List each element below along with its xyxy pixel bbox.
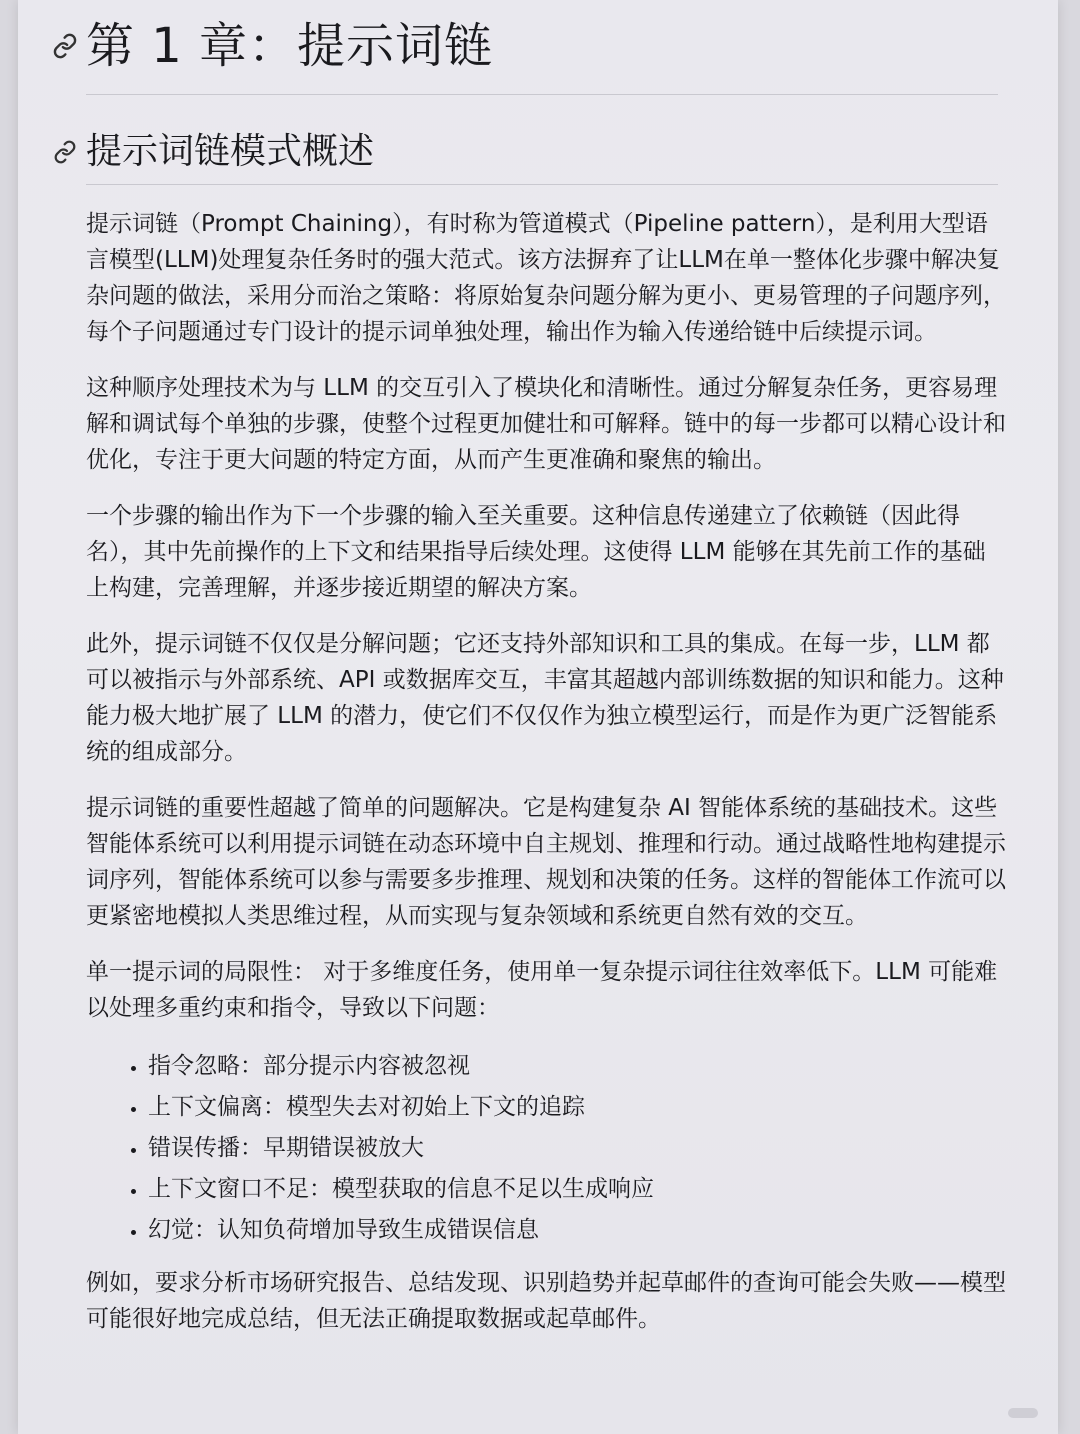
article-body <box>86 206 1006 1357</box>
paragraph: 一个步骤的输出作为下一个步骤的输入至关重要。这种信息传递建立了依赖链（因此得名），其中先前操作的上下文和结果指导后续处理。这使得 LLM 能够在其先前工作的基础上构建，完善理解，并逐步接近期望的解决方案。 <box>86 503 986 601</box>
chapter-heading <box>48 14 998 78</box>
list-item: • 幻觉：认知负荷增加导致生成错误信息 <box>148 1210 1006 1251</box>
document-page <box>18 0 1058 1434</box>
paragraph: 单一提示词的局限性： 对于多维度任务，使用单一复杂提示词往往效率低下。LLM 可能难以处理多重约束和指令，导致以下问题： <box>86 959 998 1021</box>
section-heading <box>48 126 998 178</box>
page-title: 第 1 章：提示词链 <box>86 18 494 74</box>
divider <box>86 94 998 95</box>
section-title: 提示词链模式概述 <box>86 131 375 172</box>
paragraph: 例如，要求分析市场研究报告、总结发现、识别趋势并起草邮件的查询可能会失败——模型可能很好地完成总结，但无法正确提取数据或起草邮件。 <box>86 1270 1006 1332</box>
paragraph: 提示词链的重要性超越了简单的问题解决。它是构建复杂 AI 智能体系统的基础技术。这些智能体系统可以利用提示词链在动态环境中自主规划、推理和行动。通过战略性地构建提示词序列，智能体系统可以参与需要多步推理、规划和决策的任务。这样的智能体工作流可以更紧密地模拟人类思维过程，从而实现与复杂领域和系统更自然有效的交互。 <box>86 795 1006 929</box>
list-item: • 错误传播：早期错误被放大 <box>148 1128 1006 1169</box>
scroll-indicator <box>1008 1408 1038 1418</box>
limitations-list <box>86 1046 1006 1251</box>
list-item: • 指令忽略：部分提示内容被忽视 <box>148 1046 1006 1087</box>
link-icon[interactable] <box>48 29 82 63</box>
paragraph: 此外，提示词链不仅仅是分解问题；它还支持外部知识和工具的集成。在每一步，LLM 都可以被指示与外部系统、API 或数据库交互，丰富其超越内部训练数据的知识和能力。这种能力极大地扩展了 LLM 的潜力，使它们不仅仅作为独立模型运行，而是作为更广泛智能系统的组成部分。 <box>86 631 1004 765</box>
paragraph: 提示词链（Prompt Chaining），有时称为管道模式（Pipeline pattern），是利用大型语言模型(LLM)处理复杂任务时的强大范式。该方法摒弃了让LLM在单一整体化步骤中解决复杂问题的做法，采用分而治之策略：将原始复杂问题分解为更小、更易管理的子问题序列，每个子问题通过专门设计的提示词单独处理，输出作为输入传递给链中后续提示词。 <box>86 211 1006 345</box>
list-item: • 上下文窗口不足：模型获取的信息不足以生成响应 <box>148 1169 1006 1210</box>
list-item: • 上下文偏离：模型失去对初始上下文的追踪 <box>148 1087 1006 1128</box>
paragraph: 这种顺序处理技术为与 LLM 的交互引入了模块化和清晰性。通过分解复杂任务，更容易理解和调试每个单独的步骤，使整个过程更加健壮和可解释。链中的每一步都可以精心设计和优化，专注于更大问题的特定方面，从而产生更准确和聚焦的输出。 <box>86 375 1006 473</box>
divider <box>86 184 998 185</box>
link-icon[interactable] <box>48 135 82 169</box>
